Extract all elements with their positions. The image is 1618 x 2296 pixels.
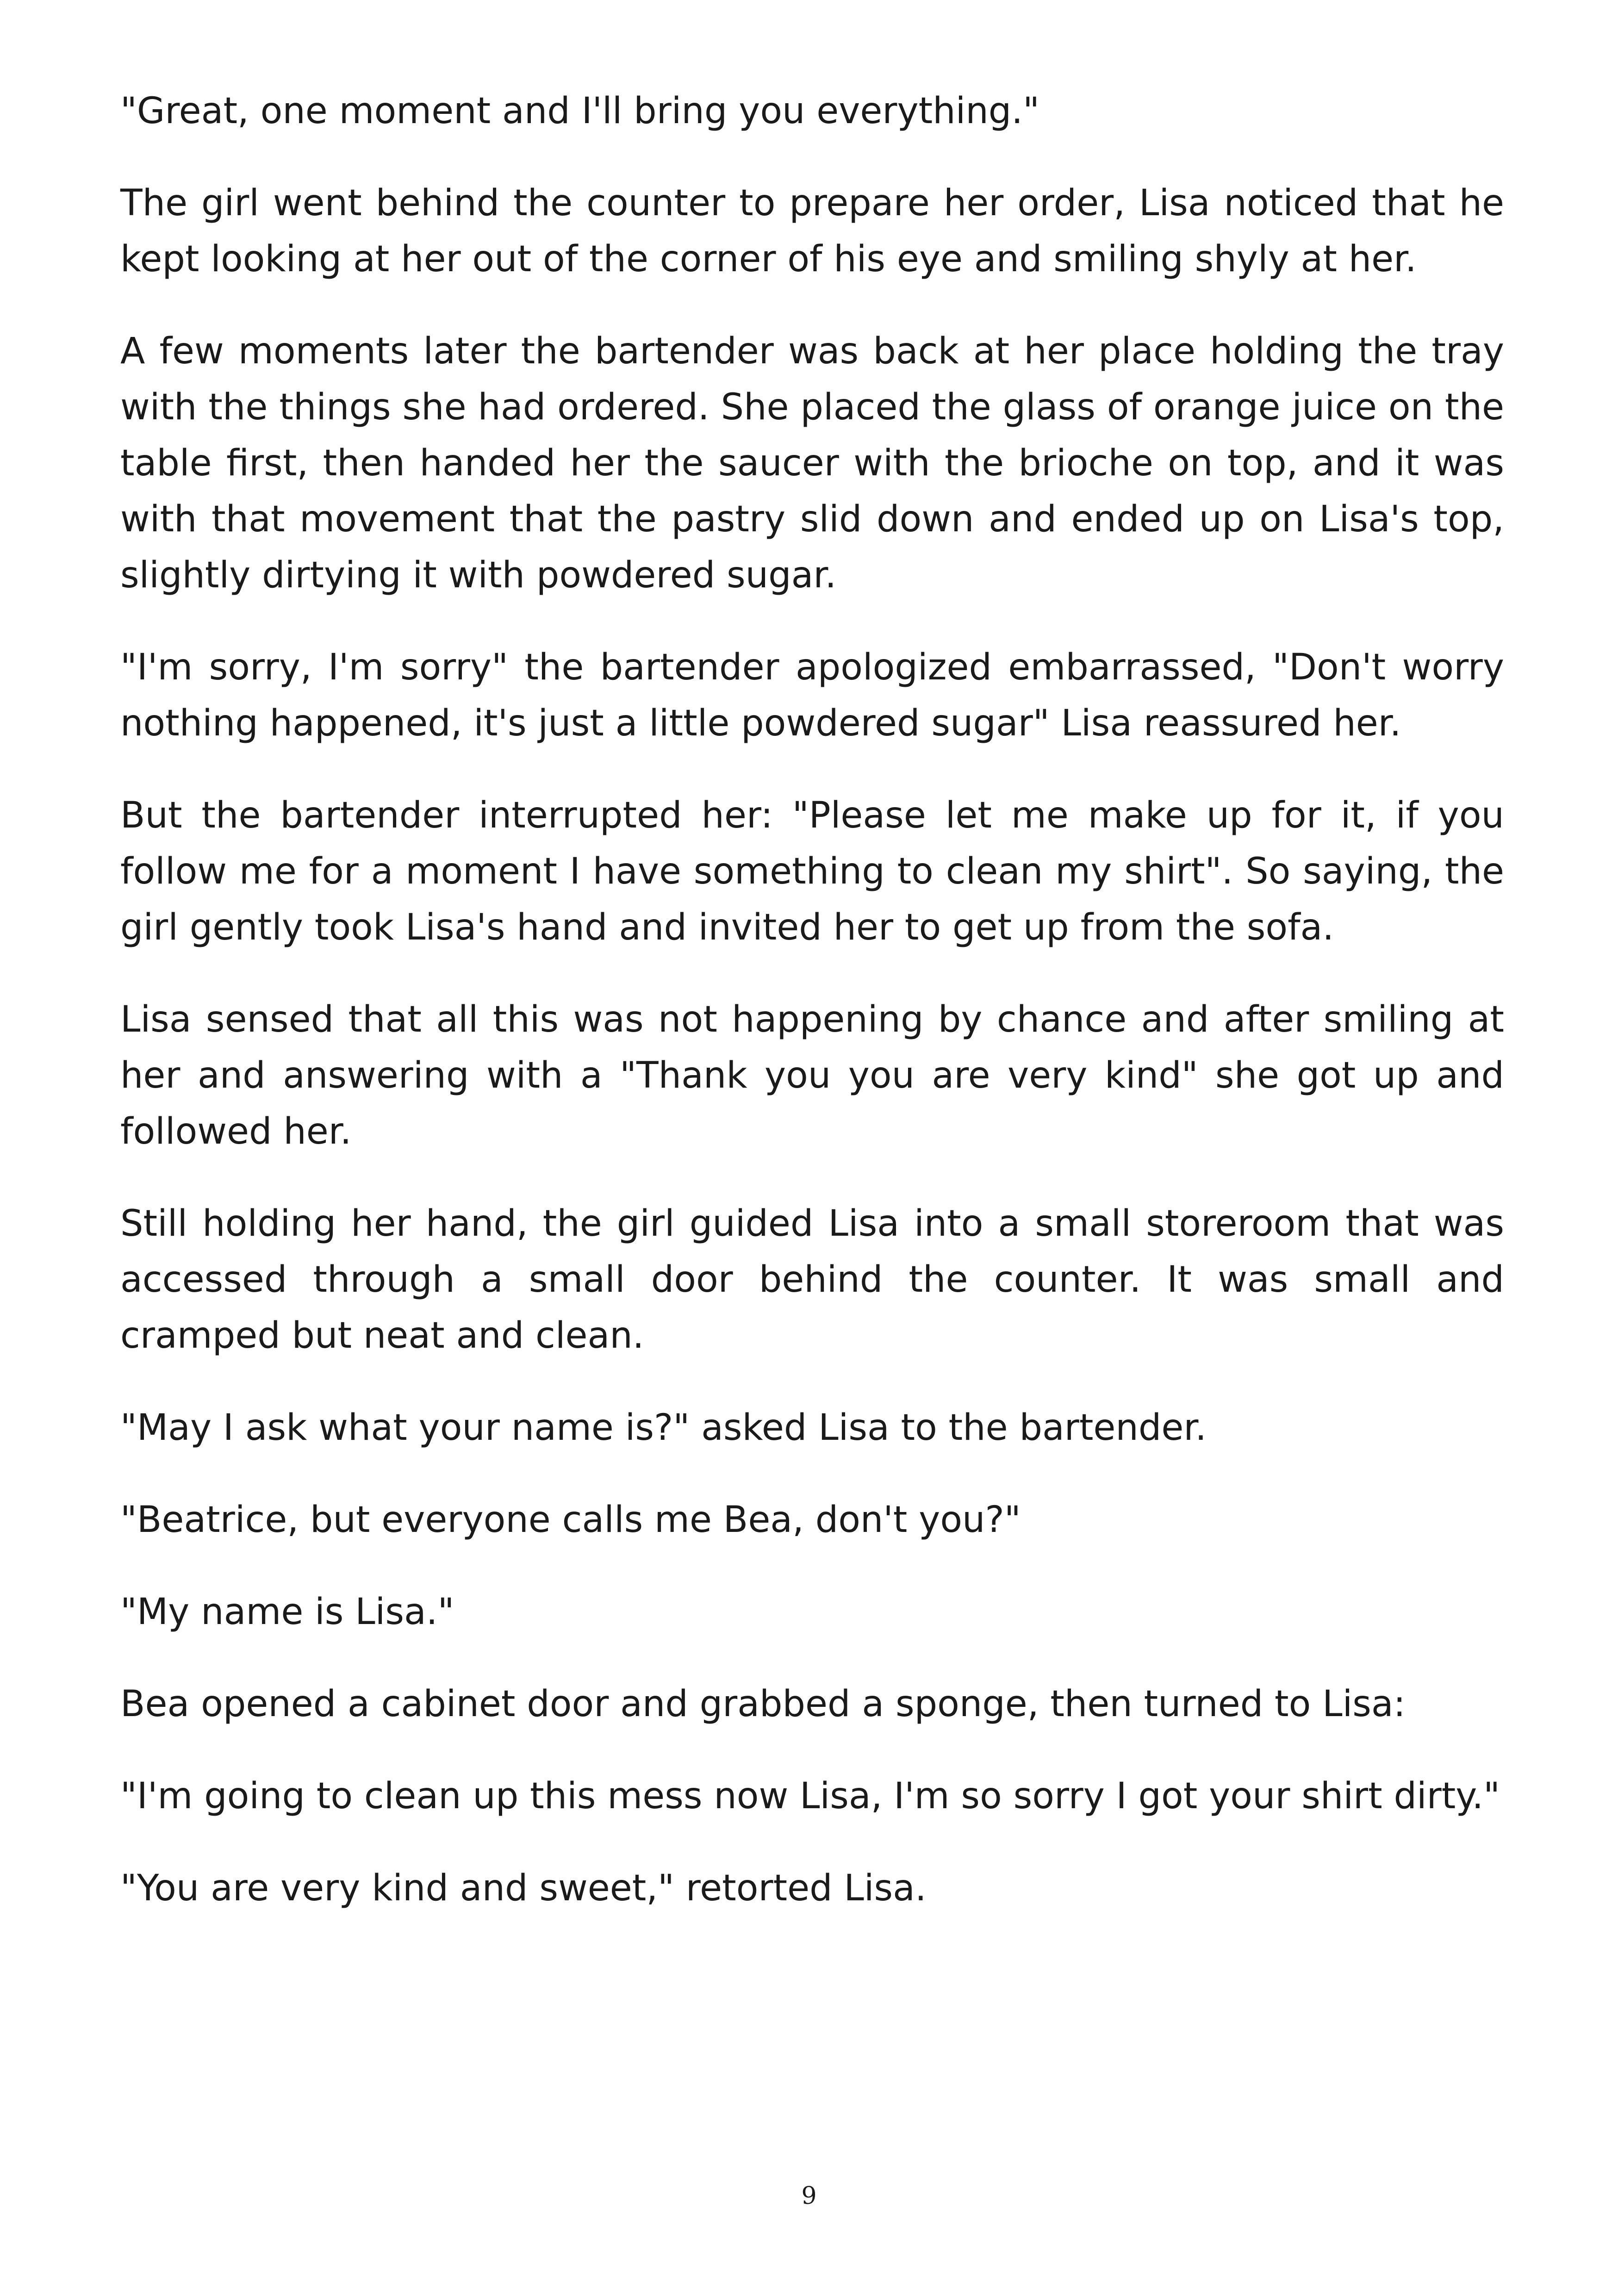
paragraph: "My name is Lisa." [120, 1591, 454, 1633]
paragraph: Still holding her hand, the girl guided Lisa into a small storeroom that was accessed through a small door behind the counter. It was small and cramped but neat and clean. [120, 1203, 1504, 1356]
paragraph: "Beatrice, but everyone calls me Bea, don't you?" [120, 1499, 1021, 1541]
paragraph: "I'm going to clean up this mess now Lisa, I'm so sorry I got your shirt dirty." [120, 1775, 1500, 1817]
page-number: 9 [801, 2182, 817, 2210]
paragraph: "Great, one moment and I'll bring you everything." [120, 90, 1039, 132]
page-body [120, 83, 1504, 1953]
paragraph: Lisa sensed that all this was not happening by chance and after smiling at her and answering with a "Thank you you are very kind" she got up and followed her. [120, 999, 1504, 1152]
paragraph: A few moments later the bartender was back at her place holding the tray with the things she had ordered. She placed the glass of orange juice on the table first, then handed her the saucer with the brioche on top, and it was with that movement that the pastry slid down and ended up on Lisa's top, slightly dirtying it with powdered sugar. [120, 330, 1504, 596]
paragraph: "I'm sorry, I'm sorry" the bartender apologized embarrassed, "Don't worry nothing happened, it's just a little powdered sugar" Lisa reassured her. [120, 647, 1504, 744]
paragraph: Bea opened a cabinet door and grabbed a sponge, then turned to Lisa: [120, 1683, 1406, 1725]
paragraph: The girl went behind the counter to prepare her order, Lisa noticed that he kept looking at her out of the corner of his eye and smiling shyly at her. [120, 182, 1504, 280]
paragraph: "You are very kind and sweet," retorted Lisa. [120, 1867, 927, 1909]
paragraph: "May I ask what your name is?" asked Lisa to the bartender. [120, 1407, 1207, 1449]
paragraph: But the bartender interrupted her: "Please let me make up for it, if you follow me for a moment I have something to clean my shirt". So saying, the girl gently took Lisa's hand and invited her to get up from the sofa. [120, 795, 1504, 948]
